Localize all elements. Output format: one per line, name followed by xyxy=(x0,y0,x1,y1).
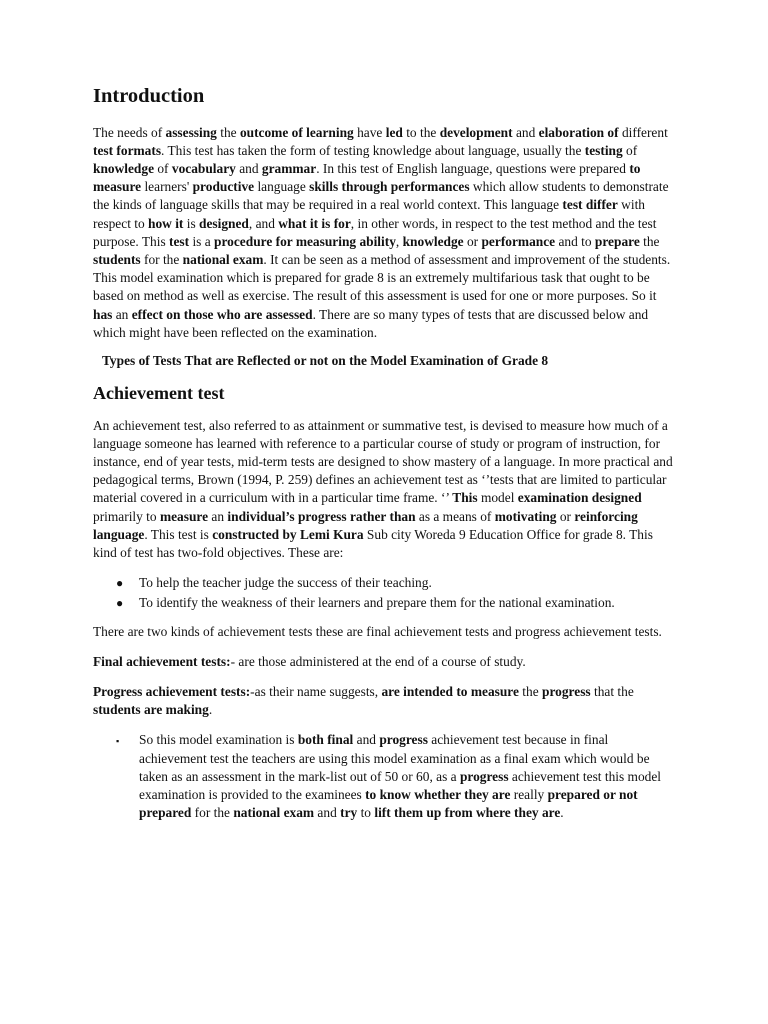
bold-text-run: grammar xyxy=(261,161,317,176)
text-run: the xyxy=(518,684,543,700)
bold-text-run: procedure for measuring ability xyxy=(214,233,396,249)
bold-text-run: assessing xyxy=(165,124,217,140)
text-run: - are those administered at the end of a course of study. xyxy=(230,653,526,669)
text-run: with respect to xyxy=(93,197,645,231)
bold-text-run: knowledge xyxy=(93,161,155,176)
list-item xyxy=(93,731,678,822)
two-kinds-paragraph xyxy=(93,623,678,641)
bold-text-run: both final xyxy=(297,732,354,748)
intro-heading: Introduction xyxy=(93,85,205,107)
text-run: The needs of xyxy=(93,124,166,140)
objective-text: To help the teacher judge the success of their teaching. xyxy=(139,575,432,591)
bold-text-run: constructed by Lemi Kura xyxy=(212,526,364,542)
bold-text-run: Progress achievement tests: xyxy=(93,684,251,700)
bold-text-run: designed xyxy=(199,215,249,231)
list-item xyxy=(93,574,678,592)
bold-text-run: to know whether they are xyxy=(365,787,511,803)
bold-text-run: reinforcing language xyxy=(93,508,638,542)
bullet-icon: ● xyxy=(116,596,124,611)
bold-text-run: progress xyxy=(379,732,428,748)
text-run: have xyxy=(353,124,386,140)
bold-text-run: national exam xyxy=(233,805,315,821)
bold-text-run: lift them up from where they are xyxy=(374,805,561,821)
bold-text-run: This xyxy=(452,490,478,506)
bold-text-run: prepare xyxy=(594,233,640,249)
bold-text-run: measure xyxy=(159,508,209,524)
bold-text-run: to measure xyxy=(93,161,641,195)
text-run: . There are so many types of tests that are discussed below and which might have been reflected on the examination. xyxy=(93,306,649,340)
text-run: -as their name suggests, xyxy=(250,684,382,700)
bold-text-run: Final achievement tests: xyxy=(93,653,231,669)
text-run: for the xyxy=(140,252,183,268)
list-item xyxy=(93,594,678,612)
text-run: achievement test this model examination is provided to the examinees xyxy=(139,768,662,803)
text-run: achievement test because in final achievement test the teachers are using this model examination as a final exam which would be taken as an assessment in the mark-list out of 50 or 60, as a xyxy=(139,732,650,784)
bold-text-run: motivating xyxy=(494,508,557,524)
bold-text-run: development xyxy=(439,124,513,140)
text-run: primarily to xyxy=(93,508,160,524)
achievement-paragraph xyxy=(93,417,678,563)
bold-text-run: has xyxy=(93,306,113,322)
text-run: . This test has taken the form of testing knowledge about language, usually the xyxy=(161,142,585,158)
text-run: So this model examination is xyxy=(139,732,298,748)
text-run: . xyxy=(560,805,564,821)
conclusion-text xyxy=(139,732,661,820)
text-run: for the xyxy=(191,805,234,821)
text-run: different xyxy=(618,124,668,140)
text-run: really xyxy=(510,787,548,803)
bold-text-run: students xyxy=(93,252,141,268)
text-run: learners' xyxy=(141,179,193,195)
bold-text-run: outcome of learning xyxy=(239,124,354,140)
square-bullet-icon: ▪ xyxy=(116,736,120,747)
text-run: There are two kinds of achievement tests these are final achievement tests and progress achievement tests. xyxy=(93,623,662,639)
text-run: the xyxy=(639,233,660,249)
text-run: an xyxy=(112,306,132,322)
document-body xyxy=(93,84,678,832)
intro-paragraph xyxy=(93,124,678,342)
text-run: , and xyxy=(248,215,279,231)
text-run: . This test is xyxy=(144,526,213,542)
text-run: or xyxy=(463,233,482,249)
text-run: . In this test of English language, questions were prepared xyxy=(316,161,630,176)
bold-text-run: progress xyxy=(542,684,591,700)
text-run: the xyxy=(216,124,240,140)
text-run: and to xyxy=(555,233,595,249)
bold-text-run: led xyxy=(385,124,403,140)
text-run: . xyxy=(208,702,213,718)
objective-text: To identify the weakness of their learners and prepare them for the national examination. xyxy=(139,595,615,611)
text-run: to xyxy=(357,805,375,821)
bold-text-run: testing xyxy=(584,142,623,158)
objectives-list xyxy=(93,574,678,612)
text-run: , in other words, in respect to the test method and the test purpose. This xyxy=(93,215,657,249)
bold-text-run: productive xyxy=(192,179,255,195)
text-run: that the xyxy=(590,684,634,700)
bold-text-run: what it is for xyxy=(278,215,351,231)
text-run: is xyxy=(183,215,200,231)
bold-text-run: try xyxy=(340,805,358,821)
bold-text-run: are intended to measure xyxy=(381,684,519,700)
bold-text-run: vocabulary xyxy=(171,161,236,176)
types-of-tests-heading: Types of Tests That are Reflected or not on the Model Examination of Grade 8 xyxy=(102,353,549,369)
bold-text-run: progress xyxy=(459,768,509,784)
bold-text-run: national exam xyxy=(182,252,264,268)
text-run: language xyxy=(254,179,310,195)
bold-text-run: skills through performances xyxy=(309,179,470,195)
text-run: Sub city Woreda 9 Education Office for grade 8. This kind of test has two-fold objectives. These are: xyxy=(93,526,653,561)
bold-text-run: elaboration of xyxy=(538,124,619,140)
final-achievement-definition xyxy=(93,653,678,671)
text-run: of xyxy=(154,161,172,176)
text-run: and xyxy=(235,161,262,176)
text-run: which allow students to demonstrate the kinds of language skills that may be required in a real world context. This language xyxy=(93,179,669,213)
achievement-heading: Achievement test xyxy=(93,383,225,404)
text-run: is a xyxy=(189,233,215,249)
bold-text-run: test xyxy=(169,233,190,249)
text-run: and xyxy=(353,732,380,748)
bold-text-run: effect on those who are assessed xyxy=(131,306,313,322)
bold-text-run: knowledge xyxy=(402,233,464,249)
bullet-icon: ● xyxy=(116,576,124,591)
text-run: , xyxy=(395,233,403,249)
text-run: of xyxy=(622,142,638,158)
bold-text-run: test differ xyxy=(562,197,618,213)
bold-text-run: how it xyxy=(148,215,184,231)
bold-text-run: individual’s progress rather than xyxy=(227,508,416,524)
progress-achievement-definition xyxy=(93,683,678,719)
text-run: model xyxy=(477,490,518,506)
text-run: and xyxy=(512,124,539,140)
bold-text-run: performance xyxy=(481,233,556,249)
text-run: . It can be seen as a method of assessment and improvement of the students. This model examination which is prepared for grade 8 is an extremely multifarious task that ought to be based on method as well as exercise. The result of this assessment is used for one or more purposes. So it xyxy=(93,252,671,304)
text-run: and xyxy=(314,805,341,821)
bold-text-run: examination designed xyxy=(517,490,642,506)
text-run: to the xyxy=(402,124,440,140)
conclusion-list xyxy=(93,731,678,822)
text-run: as a means of xyxy=(415,508,495,524)
text-run: or xyxy=(556,508,575,524)
bold-text-run: prepared or not prepared xyxy=(139,787,638,821)
bold-text-run: students are making xyxy=(93,702,209,718)
text-run: An achievement test, also referred to as attainment or summative test, is devised to measure how much of a language someone has learned with reference to a particular course of study or program of instruction, for instance, end of year tests, mid-term tests are designed to show mastery of a language. In more practical and pedagogical terms, Brown (1994, P. 259) defines an achievement test as ‘’tests that are limited to particular material covered in a curriculum with in a particular time frame. ‘’ xyxy=(93,417,673,506)
text-run: an xyxy=(208,508,228,524)
bold-text-run: test formats xyxy=(93,142,162,158)
